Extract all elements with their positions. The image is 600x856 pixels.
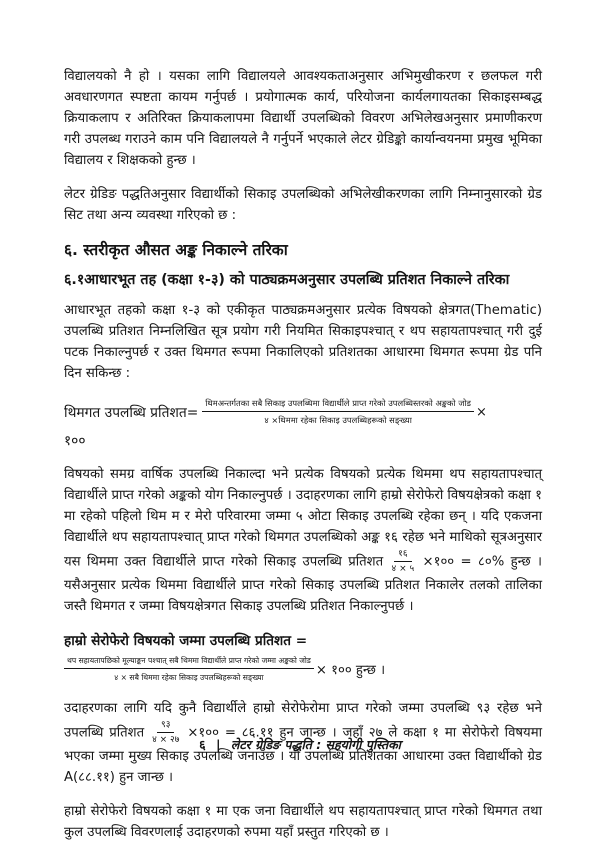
paragraph-subject-annual — [64, 464, 542, 617]
multiplication-sign: × — [475, 404, 487, 420]
section-heading-standardized-average: ६. स्तरीकृत औसत अङ्क निकाल्ने तरिका — [64, 241, 288, 259]
formula-fraction — [202, 397, 474, 427]
footer-book-title: लेटर ग्रेडिङ पद्धति : सहयोगी पुस्तिका — [230, 737, 401, 752]
fraction-denominator: ४ ×थिममा रहेका सिकाइ उपलब्धिहरूको सङ्ख्या — [264, 415, 412, 425]
paragraph-text-after-fraction: ×१०० = ८६.११ हुन जान्छ । जहाँ २७ ले कक्षा १ मा सेरोफेरो विषयमा भएका जम्मा मुख्य सिकाइ उपलब्धि जनाउँछ । यो उपलब्धि प्रतिशतका आधारमा उक्त विद्यार्थीको ग्रेड A(८८.११) हुन जान्छ । — [64, 725, 542, 785]
fraction-numerator: ९३ — [157, 719, 174, 733]
paragraph-example-presentation: हाम्रो सेरोफेरो विषयको कक्षा १ मा एक जना विद्यार्थीले थप सहायतापश्चात् प्राप्त गरेको थिमगत तथा कुल उपलब्धि विवरणलाई उदाहरणको रुपमा यहाँ प्रस्तुत गरिएको छ । — [64, 804, 542, 840]
formula-suffix: × १०० हुन्छ । — [315, 663, 386, 678]
footer-separator: | — [215, 737, 221, 752]
page-footer — [0, 736, 600, 753]
formula-hundred: १०० — [64, 433, 86, 449]
fraction-denominator: ४ × २७ — [152, 735, 180, 745]
fraction-numerator: थप सहायतापछिको मूल्याङ्कन पश्चात् सबै थिममा विद्यार्थीले प्राप्त गरेको जम्मा अङ्कको जोड — [64, 654, 314, 669]
footer-page-number: ६ — [199, 737, 206, 752]
subsection-heading-basic-level: ६.१आधारभूत तह (कक्षा १-३) को पाठ्यक्रमअनुसार उपलब्धि प्रतिशत निकाल्ने तरिका — [64, 272, 510, 288]
paragraph-school-role: विद्यालयको नै हो । यसका लागि विद्यालयले आवश्यकताअनुसार अभिमुखीकरण र छलफल गरी अवधारणगत स्पष्टता कायम गर्नुपर्छ । प्रयोगात्मक कार्य, परियोजना कार्यलगायतका सिकाइसम्बद्ध क्रियाकलाप र अतिरिक्त क्रियाकलापमा विद्यार्थी उपलब्धिको विवरण अभिलेखअनुसार प्रमाणीकरण गरी उपलब्ध गराउने काम पनि विद्यालयले नै गर्नुपर्ने भएकाले लेटर ग्रेडिङ्को कार्यान्वयनमा प्रमुख भूमिका विद्यालय र शिक्षकको हुन्छ । — [64, 69, 542, 168]
formula-label: थिमगत उपलब्धि प्रतिशत= — [64, 404, 199, 421]
fraction-denominator: ४ × ५ — [391, 564, 415, 574]
formula-total-percentage — [64, 654, 542, 684]
fraction-denominator: ४ × सबै थिममा रहेका सिकाइ उपलब्धिहरूको सङ्ख्या — [114, 673, 264, 682]
formula-thematic-percentage — [64, 397, 542, 427]
paragraph-text-before-fraction: उदाहरणका लागि यदि कुनै विद्यार्थीले हाम्रो सेरोफेरोमा प्राप्त गरेको जम्मा उपलब्धि ९३ रहेछ भने उपलब्धि प्रतिशत — [64, 701, 542, 741]
formula-total-percentage-label: हाम्रो सेरोफेरो विषयको जम्मा उपलब्धि प्रतिशत = — [64, 633, 308, 649]
formula-fraction — [64, 654, 314, 684]
paragraph-grade-sheet-intro: लेटर ग्रेडिङ पद्धतिअनुसार विद्यार्थीको सिकाइ उपलब्धिको अभिलेखीकरणका लागि निम्नानुसारको ग्रेड सिट तथा अन्य व्यवस्था गरिएको छ : — [64, 187, 542, 223]
inline-fraction-16-over-4x5 — [392, 548, 415, 575]
paragraph-text-after-fraction: ×१०० = ८०% हुन्छ । यसैअनुसार प्रत्येक थिममा विद्यार्थीले प्राप्त गरेको सिकाइ उपलब्धि प्रतिशत निकालेर तलको तालिका जस्तै थिमगत र जम्मा विषयक्षेत्रगत सिकाइ उपलब्धि प्रतिशत निकाल्नुपर्छ । — [64, 554, 542, 614]
paragraph-text-before-fraction: विषयको समग्र वार्षिक उपलब्धि निकाल्दा भने प्रत्येक विषयको प्रत्येक थिममा थप सहायतापश्चात् विद्यार्थीले प्राप्त गरेको अङ्कको योग निकाल्नुपर्छ । उदाहरणका लागि हाम्रो सेरोफेरो विषयक्षेत्रको कक्षा १ मा रहेको पहिलो थिम म र मेरो परिवारमा जम्मा ५ ओटा सिकाइ उपलब्धि रहेका छन् । यदि एकजना विद्यार्थीले थप सहायतापश्चात् प्राप्त गरेको थिमगत उपलब्धिको अङ्क १६ रहेछ भने माथिको सूत्रअनुसार यस थिममा उक्त विद्यार्थीले प्राप्त गरेको सिकाइ उपलब्धि प्रतिशत — [64, 467, 542, 570]
fraction-numerator: थिमअन्तर्गतका सबै सिकाइ उपलब्धिमा विद्यार्थीले प्राप्त गरेको उपलब्धिस्तरको अङ्कको जोड — [202, 397, 474, 412]
paragraph-thematic-method: आधारभूत तहको कक्षा १-३ को एकीकृत पाठ्यक्रमअनुसार प्रत्येक विषयको क्षेत्रगत(Thematic) उपलब्धि प्रतिशत निम्नलिखित सूत्र प्रयोग गरी नियमित सिकाइपश्चात् र थप सहायतापश्चात् गरी दुई पटक निकाल्नुपर्छ र उक्त थिमगत रूपमा निकालिएको प्रतिशतका आधारमा थिमगत रूपमा ग्रेड पनि दिन सकिन्छ : — [64, 303, 542, 381]
fraction-numerator: १६ — [394, 548, 411, 562]
